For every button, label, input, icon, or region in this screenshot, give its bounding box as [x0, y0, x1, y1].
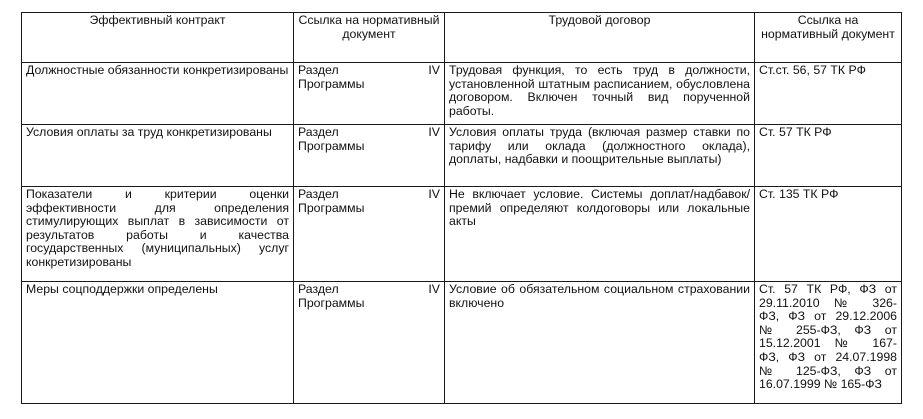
table-row — [22, 187, 902, 282]
ref-program: Программы — [298, 295, 365, 310]
cell-reference — [294, 187, 445, 282]
table-row — [22, 125, 902, 187]
law-line: ФЗ, ФЗ от 24.07.1998 — [759, 349, 897, 364]
ref-number: IV — [428, 63, 440, 77]
document-table-wrapper — [21, 12, 902, 404]
law-line: 16.07.1999 № 165-ФЗ — [759, 377, 882, 392]
header-labor-contract: Трудовой договор — [445, 13, 755, 63]
ref-number: IV — [428, 125, 440, 139]
cell-reference — [294, 63, 445, 125]
cell-labor: Не включает условие. Системы доплат/надбавок/премий определяют колдоговоры или локальные акты — [445, 187, 755, 282]
cell-labor: Трудовая функция, то есть труд в должности, установленной штатным расписанием, обусловлена договором. Включен точный вид порученной работы. — [445, 63, 755, 125]
table-row — [22, 63, 902, 125]
ref-number: IV — [428, 187, 440, 201]
cell-labor: Условия оплаты труда (включая размер ставки по тарифу или оклада (должностного оклада), доплаты, надбавки и поощрительные выплаты) — [445, 125, 755, 187]
law-line: ФЗ, ФЗ от 29.12.2006 — [759, 309, 897, 324]
law-line: № 255-ФЗ, ФЗ от — [759, 322, 897, 337]
header-effective-contract: Эффективный контракт — [22, 13, 294, 63]
header-reference-1: Ссылка на нормативный документ — [294, 13, 445, 63]
ref-section: Раздел — [298, 282, 339, 296]
cell-contract: Должностные обязанности конкретизированы — [22, 63, 294, 125]
ref-program: Программы — [298, 200, 365, 215]
cell-labor: Условие об обязательном социальном страховании включено — [445, 282, 755, 404]
law-line: № 125-ФЗ, ФЗ от — [759, 363, 897, 378]
cell-law: Ст. 57 ТК РФ — [755, 125, 902, 187]
header-reference-2: Ссылка на нормативный документ — [755, 13, 902, 63]
ref-section: Раздел — [298, 125, 339, 139]
law-line: 29.11.2010 № 326- — [759, 295, 897, 310]
ref-program: Программы — [298, 138, 365, 153]
cell-reference — [294, 282, 445, 404]
table-header-row — [22, 13, 902, 63]
ref-number: IV — [428, 282, 440, 296]
comparison-table — [21, 12, 902, 404]
table-row — [22, 282, 902, 404]
ref-section: Раздел — [298, 187, 339, 201]
law-line: Ст. 57 ТК РФ, ФЗ от — [759, 282, 897, 296]
cell-contract: Показатели и критерии оценки эффективности для определения стимулирующих выплат в зависимости от результатов работы и качества государственных (муниципальных) услуг конкретизированы — [22, 187, 294, 282]
ref-section: Раздел — [298, 63, 339, 77]
cell-contract: Условия оплаты за труд конкретизированы — [22, 125, 294, 187]
cell-law: Ст.ст. 56, 57 ТК РФ — [755, 63, 902, 125]
cell-reference — [294, 125, 445, 187]
cell-law — [755, 282, 902, 404]
law-line: 15.12.2001 № 167- — [759, 336, 897, 351]
cell-contract: Меры соцподдержки определены — [22, 282, 294, 404]
ref-program: Программы — [298, 76, 365, 91]
cell-law: Ст. 135 ТК РФ — [755, 187, 902, 282]
